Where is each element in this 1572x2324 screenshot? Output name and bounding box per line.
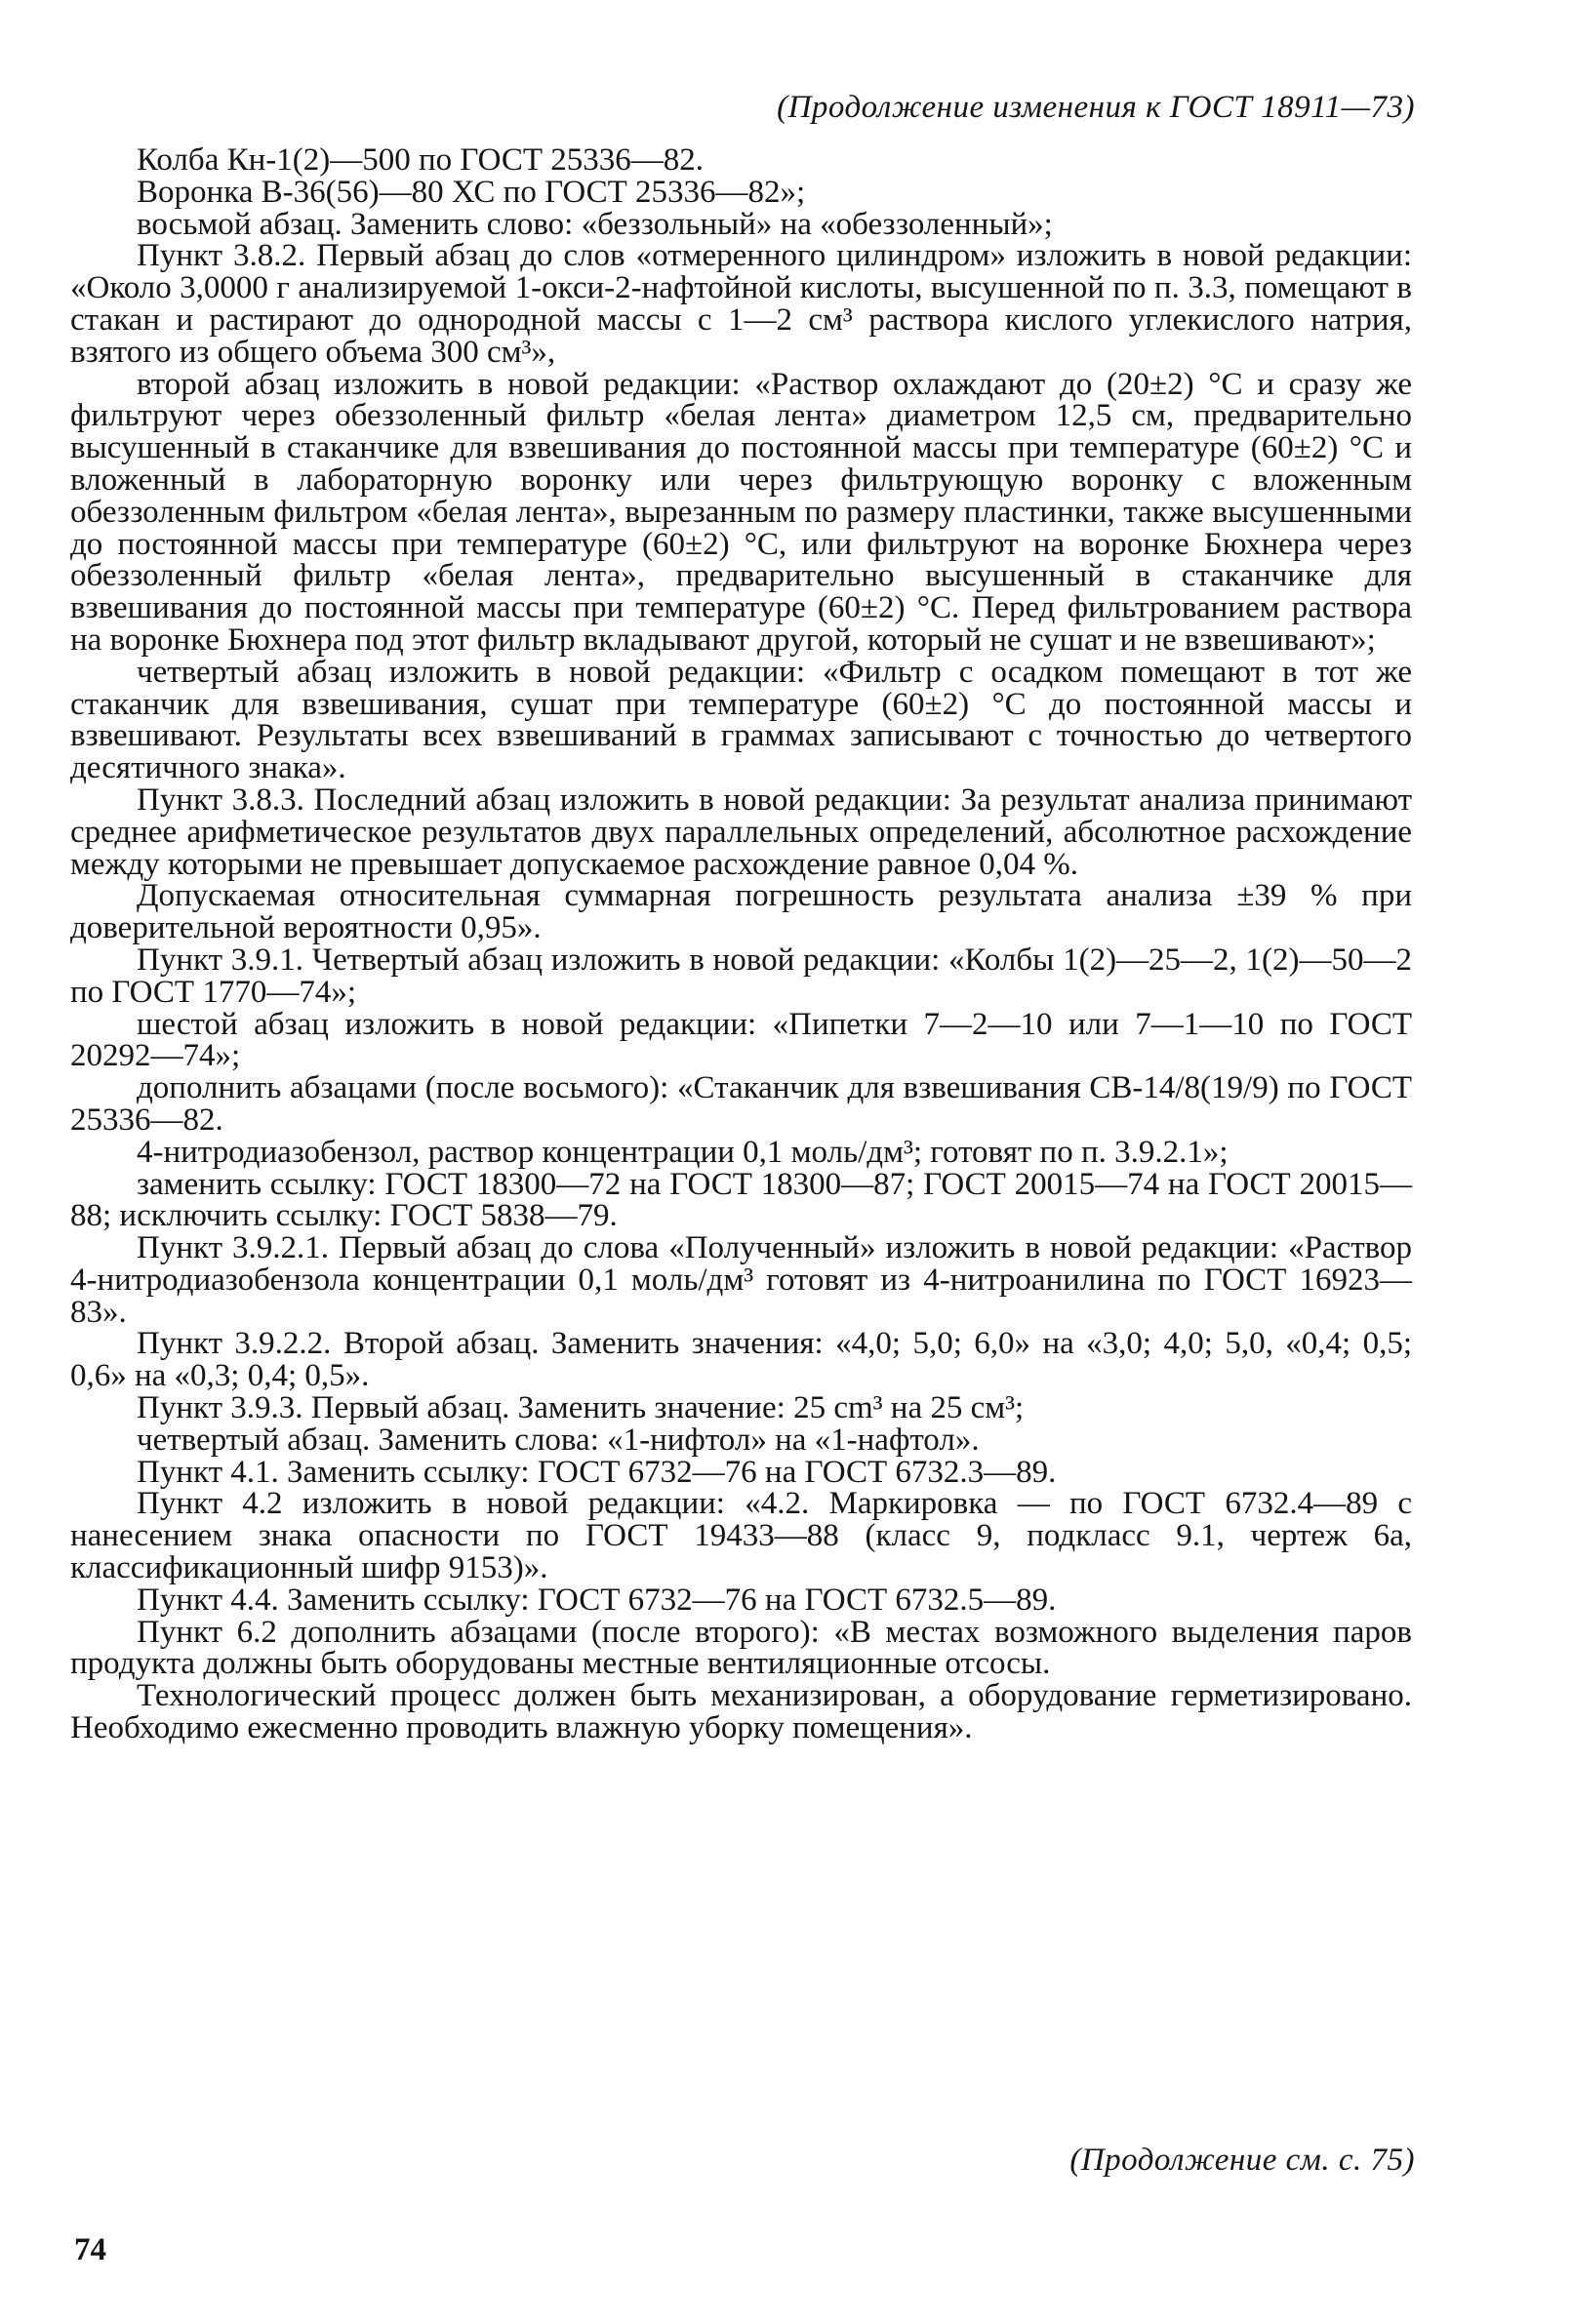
paragraph: 4-нитродиазобензол, раствор концентрации 0,1 моль/дм³; готовят по п. 3.9.2.1»; — [137, 1134, 1229, 1170]
paragraph: Технологический процесс должен быть механизирован, а оборудование герметизировано. Необходимо ежесменно проводить влажную уборку помещения». — [70, 1678, 1421, 1746]
paragraph: Пункт 3.9.3. Первый абзац. Заменить значение: 25 cm³ на 25 см³; — [137, 1390, 1025, 1426]
continuation-header: (Продолжение изменения к ГОСТ 18911—73) — [777, 90, 1415, 125]
continuation-footer: (Продолжение см. с. 75) — [1069, 2143, 1415, 2178]
paragraph: четвертый абзац. Заменить слова: «1-нифтол» на «1-нафтол». — [137, 1422, 980, 1458]
paragraph: Колба Кн-1(2)—500 по ГОСТ 25336—82. — [137, 142, 705, 178]
paragraph: дополнить абзацами (после восьмого): «Стаканчик для взвешивания СВ-14/8(19/9) по ГОСТ 25336—82. — [70, 1070, 1421, 1138]
paragraph: четвертый абзац изложить в новой редакции: «Фильтр с осадком помещают в тот же стаканчик для взвешивания, сушат при температуре (60±2) °С до постоянной массы и взвешивают. Результаты всех взвешиваний в граммах записывают с точностью до четвертого десятичного знака». — [70, 654, 1421, 786]
paragraph: Допускаемая относительная суммарная погрешность результата анализа ±39 % при доверительной вероятности 0,95». — [70, 878, 1421, 946]
paragraph: Пункт 4.4. Заменить ссылку: ГОСТ 6732—76 на ГОСТ 6732.5—89. — [137, 1582, 1057, 1618]
paragraph: Пункт 4.2 изложить в новой редакции: «4.2. Маркировка — по ГОСТ 6732.4—89 с нанесением знака опасности по ГОСТ 19433—88 (класс 9, подкласс 9.1, чертеж 6а, классификационный шифр 9153)». — [70, 1486, 1421, 1586]
paragraph: шестой абзац изложить в новой редакции: «Пипетки 7—2—10 или 7—1—10 по ГОСТ 20292—74»; — [70, 1006, 1421, 1074]
paragraph: Пункт 3.8.2. Первый абзац до слов «отмеренного цилиндром» изложить в новой редакции: «Около 3,0000 г анализируемой 1-окси-2-нафтойной кислоты, высушенной по п. 3.3, помещают в стакан и растирают до однородной массы с 1—2 см³ раствора кислого углекислого натрия, взятого из общего объема 300 см³», — [70, 238, 1421, 370]
paragraph: заменить ссылку: ГОСТ 18300—72 на ГОСТ 18300—87; ГОСТ 20015—74 на ГОСТ 20015—88; исключить ссылку: ГОСТ 5838—79. — [70, 1166, 1412, 1234]
body-text — [70, 142, 1421, 1746]
paragraph: Пункт 6.2 дополнить абзацами (после второго): «В местах возможного выделения паров продукта должны быть оборудованы местные вентиляционные отсосы. — [70, 1614, 1421, 1682]
paragraph: Пункт 3.9.2.1. Первый абзац до слова «Полученный» изложить в новой редакции: «Раствор 4-нитродиазобензола концентрации 0,1 моль/дм³ готовят из 4-нитроанилина по ГОСТ 16923—83». — [70, 1230, 1421, 1330]
paragraph: второй абзац изложить в новой редакции: «Раствор охлаждают до (20±2) °С и сразу же фильтруют через обеззоленный фильтр «белая лента» диаметром 12,5 см, предварительно высушенный в стаканчике для взвешивания до постоянной массы при температуре (60±2) °С и вложенный в лабораторную воронку или через фильтрующую воронку с вложенным обеззоленным фильтром «белая лента», вырезанным по размеру пластинки, также высушенными до постоянной массы при температуре (60±2) °С, или фильтруют на воронке Бюхнера через обеззоленный фильтр «белая лента», предварительно высушенный в стаканчике для взвешивания до постоянной массы при температуре (60±2) °С. Перед фильтрованием раствора на воронке Бюхнера под этот фильтр вкладывают другой, который не сушат и не взвешивают»; — [70, 366, 1421, 658]
paragraph: Пункт 3.9.1. Четвертый абзац изложить в новой редакции: «Колбы 1(2)—25—2, 1(2)—50—2 по ГОСТ 1770—74»; — [70, 942, 1421, 1010]
paragraph: Воронка В-36(56)—80 ХС по ГОСТ 25336—82»; — [137, 174, 806, 210]
paragraph: восьмой абзац. Заменить слово: «беззольный» на «обеззоленный»; — [137, 206, 1053, 242]
page-number: 74 — [74, 2232, 106, 2267]
paragraph: Пункт 4.1. Заменить ссылку: ГОСТ 6732—76 на ГОСТ 6732.3—89. — [137, 1454, 1057, 1490]
paragraph: Пункт 3.9.2.2. Второй абзац. Заменить значения: «4,0; 5,0; 6,0» на «3,0; 4,0; 5,0, «0,4; 0,5; 0,6» на «0,3; 0,4; 0,5». — [70, 1326, 1421, 1394]
paragraph: Пункт 3.8.3. Последний абзац изложить в новой редакции: За результат анализа принимают среднее арифметическое результатов двух параллельных определений, абсолютное расхождение между которыми не превышает допускаемое расхождение равное 0,04 %. — [70, 781, 1421, 882]
